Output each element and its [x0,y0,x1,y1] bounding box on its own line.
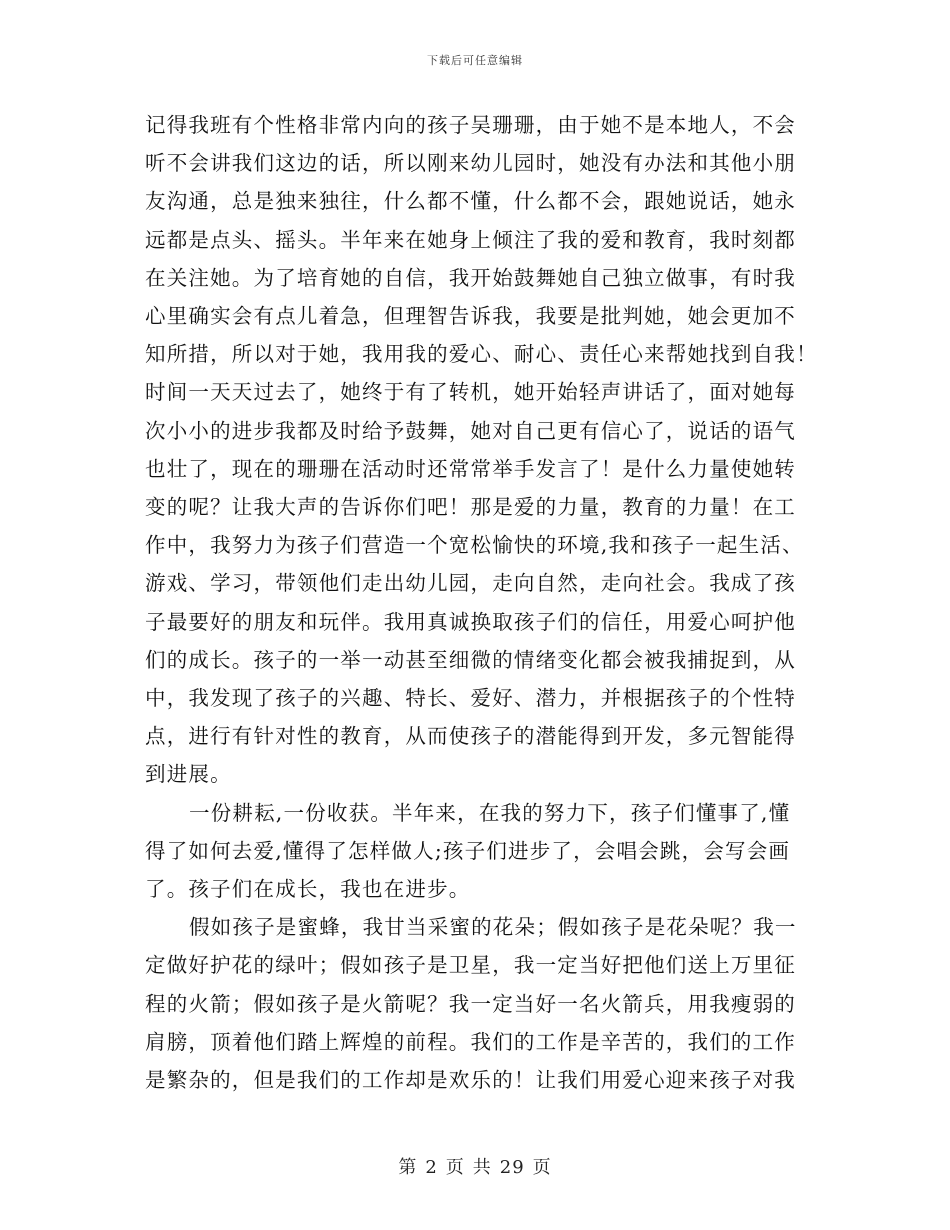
text-line: 是繁杂的，但是我们的工作却是欢乐的！让我们用爱心迎来孩子对我 [145,1068,796,1093]
text-line: 假如孩子是蜜蜂，我甘当采蜜的花朵；假如孩子是花朵呢？我一 [189,915,797,940]
text-line: 在关注她。为了培育她的自信，我开始鼓舞她自己独立做事，有时我 [145,265,796,290]
text-line: 了。孩子们在成长，我也在进步。 [145,877,471,902]
page-header: 下载后可任意编辑 [427,54,523,67]
footer-total-word: 共 [472,1157,492,1178]
text-line: 也壮了，现在的珊珊在活动时还常常举手发言了！是什么力量使她转 [145,456,796,481]
footer-current-page: 2 [425,1157,438,1178]
text-line: 记得我班有个性格非常内向的孩子吴珊珊，由于她不是本地人，不会 [145,113,796,137]
text-line: 心里确实会有点儿着急，但理智告诉我，我要是批判她，她会更加不 [145,304,796,329]
paragraph-2 [145,794,805,909]
text-line: 一份耕耘,一份收获。半年来，在我的努力下，孩子们懂事了,懂 [189,800,791,825]
paragraph-3 [145,908,805,1099]
text-line: 听不会讲我们这边的话，所以刚来幼儿园时，她没有办法和其他小朋 [145,151,796,176]
page-footer [0,1153,950,1179]
text-line: 作中，我努力为孩子们营造一个宽松愉快的环境,我和孩子一起生活、 [145,533,804,558]
text-line: 次小小的进步我都及时给予鼓舞，她对自己更有信心了，说话的语气 [145,418,796,443]
text-line: 知所措，所以对于她，我用我的爱心、耐心、责任心来帮她找到自我！ [145,342,818,367]
text-line: 中，我发现了孩子的兴趣、特长、爱好、潜力，并根据孩子的个性特 [145,686,796,711]
footer-total-pages: 29 [499,1157,525,1178]
text-line: 到进展。 [145,762,232,787]
footer-suffix: 页 [532,1157,552,1178]
text-line: 变的呢？让我大声的告诉你们吧！那是爱的力量，教育的力量！在工 [145,495,796,520]
text-line: 程的火箭；假如孩子是火箭呢？我一定当好一名火箭兵，用我瘦弱的 [145,991,796,1016]
text-line: 友沟通，总是独来独往，什么都不懂，什么都不会，跟她说话，她永 [145,189,796,214]
footer-prefix: 第 [398,1157,418,1178]
text-line: 定做好护花的绿叶；假如孩子是卫星，我一定当好把他们送上万里征 [145,953,796,978]
footer-page-word: 页 [445,1157,465,1178]
text-line: 点，进行有针对性的教育，从而使孩子的潜能得到开发，多元智能得 [145,724,796,749]
text-line: 游戏、学习，带领他们走出幼儿园，走向自然，走向社会。我成了孩 [145,571,796,596]
document-body [145,106,818,1099]
paragraph-1 [145,106,818,794]
text-line: 时间一天天过去了，她终于有了转机，她开始轻声讲话了，面对她每 [145,380,796,405]
text-line: 子最要好的朋友和玩伴。我用真诚换取孩子们的信任，用爱心呵护他 [145,609,796,634]
text-line: 远都是点头、摇头。半年来在她身上倾注了我的爱和教育，我时刻都 [145,227,796,252]
text-line: 得了如何去爱,懂得了怎样做人;孩子们进步了，会唱会跳，会写会画 [145,838,791,863]
text-line: 们的成长。孩子的一举一动甚至细微的情绪变化都会被我捕捉到，从 [145,647,796,672]
text-line: 肩膀，顶着他们踏上辉煌的前程。我们的工作是辛苦的，我们的工作 [145,1029,796,1054]
